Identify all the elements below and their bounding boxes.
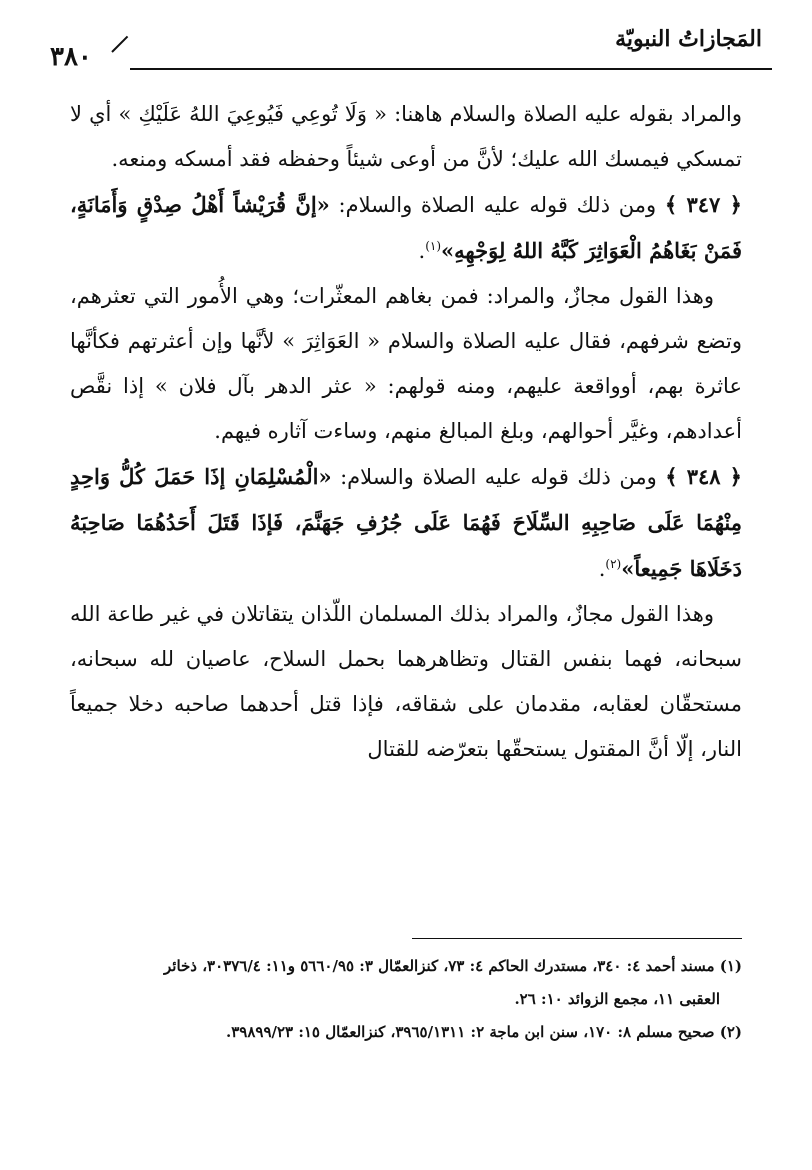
main-text <box>70 92 742 772</box>
footnote-2: (٢) صحيح مسلم ٨: ١٧٠، سنن ابن ماجة ٢: ٣٩٦٥/١٣١١، كنزالعمّال ١٥: ٣٩٨٩٩/٢٣. <box>226 1023 742 1041</box>
footnote-ref-2: (٢) <box>605 557 622 571</box>
paragraph-commentary-348: وهذا القول مجازٌ، والمراد بذلك المسلمان اللّذان يتقاتلان في غير طاعة الله سبحانه، فهما بنفس القتال وتظاهرهما بحمل السلاح، عاصيان لله سبحانه، مستحقّان لعقابه، مقدمان على شقاقه، فإذا قتل أحدهما صاحبه دخلا جميعاً النار، إلّا أنَّ المقتول يستحقّها بتعرّضه للقتال <box>70 602 742 761</box>
header-rule <box>130 68 772 70</box>
footnote-separator <box>412 938 742 939</box>
hadith-end-348: . <box>598 557 606 581</box>
hadith-quote-347: «إنَّ قُرَيْشاً أَهْلُ صِدْقٍ وَأَمَانَةٍ، فَمَنْ بَغَاهُمُ الْعَوَاثِرَ كَبَّهُ اللهُ لِوَجْهِهِ» <box>70 192 742 263</box>
footnote-ref-1: (١) <box>425 239 442 253</box>
hadith-number-347: ﴿ ٣٤٧ ﴾ <box>664 192 742 217</box>
paragraph-1: والمراد بقوله عليه الصلاة والسلام هاهنا: « وَلَا تُوعِي فَيُوعِيَ اللهُ عَلَيْكِ » أي لا تمسكي فيمسك الله عليك؛ لأنَّ من أوعى شيئاً وحفظه فقد أمسكه ومنعه. <box>70 102 742 171</box>
hadith-number-348: ﴿ ٣٤٨ ﴾ <box>665 464 742 489</box>
page-number: ٣٨٠ <box>50 42 92 72</box>
paragraph-348 <box>70 454 742 592</box>
page-header <box>40 18 772 72</box>
footnotes <box>70 950 742 1049</box>
hadith-quote-348: «الْمُسْلِمَانِ إذَا حَمَلَ كُلُّ وَاحِدٍ مِنْهُمَا عَلَى صَاحِبِهِ السِّلَاحَ فَهُمَا عَلَى جُرُفِ جَهَنَّمَ، فَإذَا قَتَلَ أَحَدُهُمَا صَاحِبَهُ دَخَلَاهَا جَمِيعاً» <box>70 464 742 581</box>
footnote-1-continued: العقبى ١١، مجمع الزوائد ١٠: ٢٦. <box>514 990 720 1008</box>
hadith-intro-348: ومن ذلك قوله عليه الصلاة والسلام: <box>331 465 657 489</box>
paragraph-commentary-347: وهذا القول مجازٌ، والمراد: فمن بغاهم المعثّرات؛ وهي الأُمور التي تعثرهم، وتضع شرفهم، فقال عليه الصلاة والسلام « العَوَاثِرَ » لأنَّها وإن أعثرتهم فكأنَّها عاثرة بهم، أوواقعة عليهم، ومنه قولهم: « عثر الدهر بآل فلان » إذا نقَّص أعدادهم، وغيَّر أحوالهم، وبلغ المبالغ منهم، وساءت آثاره فيهم. <box>70 284 742 443</box>
hadith-end-347: . <box>418 239 426 263</box>
hadith-intro-347: ومن ذلك قوله عليه الصلاة والسلام: <box>329 193 657 217</box>
paragraph-347 <box>70 182 742 274</box>
running-title: المَجازاتُ النبويّة <box>615 26 762 52</box>
header-rule-slant <box>111 36 128 53</box>
footnote-1: (١) مسند أحمد ٤: ٣٤٠، مستدرك الحاكم ٤: ٧٣، كنزالعمّال ٣: ٥٦٦٠/٩٥ و١١: ٣٠٣٧٦/٤، ذخائر <box>164 957 742 975</box>
